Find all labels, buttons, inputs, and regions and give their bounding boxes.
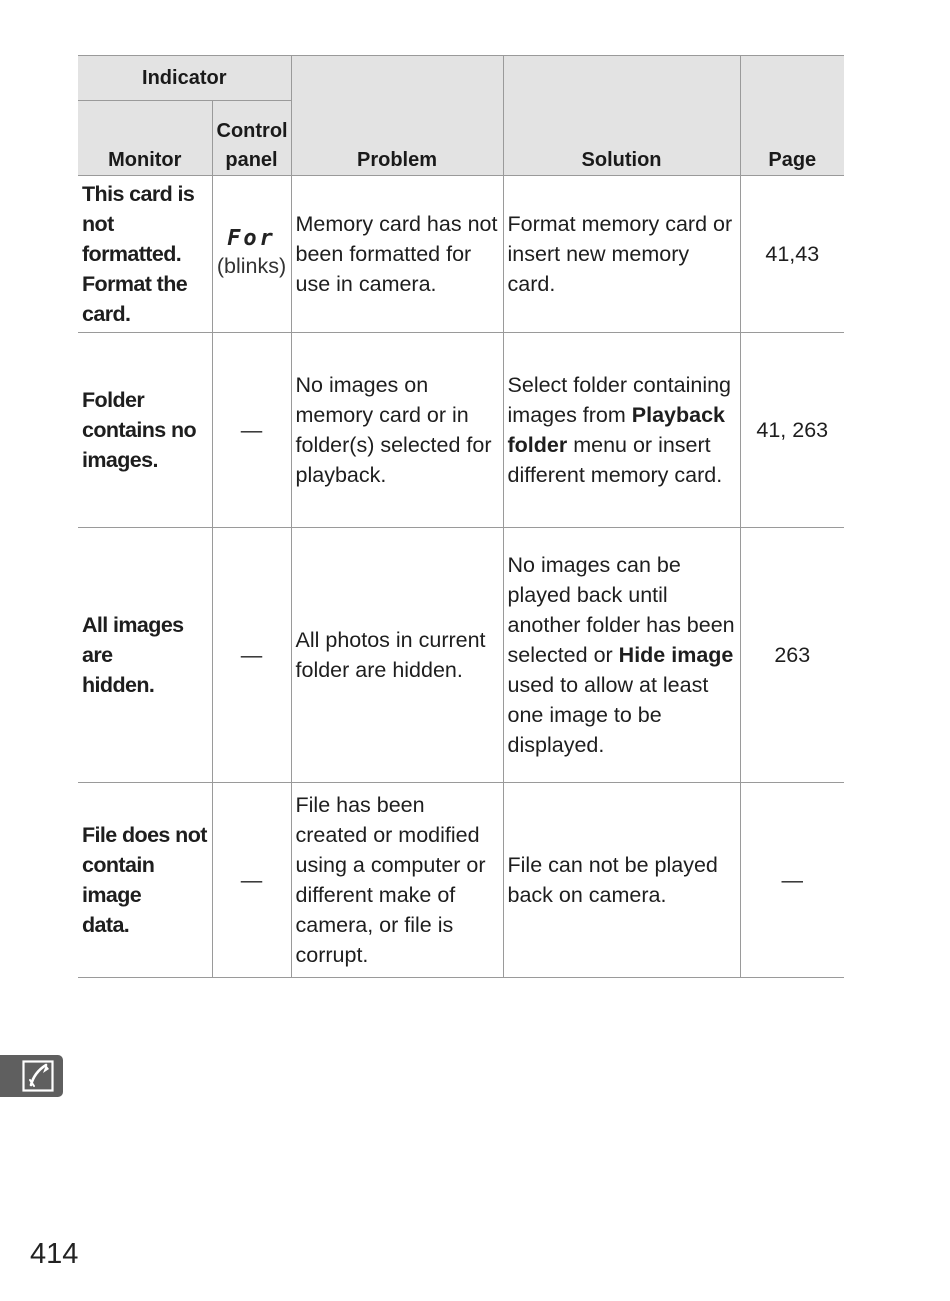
control-panel-indicator <box>212 176 291 333</box>
blinks-note: (blinks) <box>216 254 287 278</box>
table-row <box>78 783 844 978</box>
troubleshooting-icon <box>22 1060 54 1092</box>
menu-term: Hide image <box>618 643 734 667</box>
control-panel-header <box>212 101 291 176</box>
page-ref: 41,43 <box>740 176 844 333</box>
monitor-line: card. <box>82 302 131 326</box>
solution-text: Select folder containing images from <box>507 373 732 427</box>
section-tab[interactable] <box>0 1055 63 1097</box>
monitor-line: Folder <box>82 388 145 412</box>
monitor-header: Monitor <box>78 101 212 176</box>
solution-cell: File can not be played back on camera. <box>503 783 740 978</box>
monitor-line: This card is not <box>82 182 195 236</box>
solution-cell <box>503 528 740 783</box>
monitor-line: contain image <box>82 853 155 907</box>
control-panel-indicator: — <box>212 528 291 783</box>
table-row <box>78 333 844 528</box>
page-header: Page <box>740 56 844 176</box>
monitor-line: formatted. <box>82 242 182 266</box>
solution-text: used to allow at least one image to be displayed. <box>507 673 709 757</box>
monitor-message <box>78 333 212 528</box>
lcd-for-display: For <box>227 226 276 251</box>
monitor-line: Format the <box>82 272 188 296</box>
page-ref: 263 <box>740 528 844 783</box>
page-ref: 41, 263 <box>740 333 844 528</box>
monitor-message <box>78 176 212 333</box>
control-panel-indicator: — <box>212 333 291 528</box>
table-row <box>78 176 844 333</box>
control-panel-indicator: — <box>212 783 291 978</box>
problem-cell: Memory card has not been formatted for use in camera. <box>291 176 503 333</box>
monitor-message <box>78 783 212 978</box>
problem-cell: No images on memory card or in folder(s) selected for playback. <box>291 333 503 528</box>
monitor-line: images. <box>82 448 158 472</box>
problem-cell: File has been created or modified using a computer or different make of camera, or file is corrupt. <box>291 783 503 978</box>
table-row <box>78 528 844 783</box>
solution-text: menu or insert different memory card. <box>507 433 723 487</box>
problem-cell: All photos in current folder are hidden. <box>291 528 503 783</box>
solution-cell: Format memory card or insert new memory card. <box>503 176 740 333</box>
monitor-line: contains no <box>82 418 197 442</box>
menu-term: Playback folder <box>507 403 726 457</box>
problem-header: Problem <box>291 56 503 176</box>
solution-header: Solution <box>503 56 740 176</box>
monitor-message <box>78 528 212 783</box>
page-ref: — <box>740 783 844 978</box>
monitor-line: data. <box>82 913 130 937</box>
solution-text: No images can be played back until another folder has been selected or <box>507 553 735 667</box>
troubleshooting-table <box>78 55 844 978</box>
monitor-line: All images are <box>82 613 184 667</box>
monitor-line: hidden. <box>82 673 155 697</box>
solution-cell <box>503 333 740 528</box>
control-panel-header-line1: Control <box>216 120 288 142</box>
page-number: 414 <box>30 1238 79 1270</box>
monitor-line: File does not <box>82 823 207 847</box>
control-panel-header-line2: panel <box>225 149 278 171</box>
indicator-header: Indicator <box>78 56 291 101</box>
